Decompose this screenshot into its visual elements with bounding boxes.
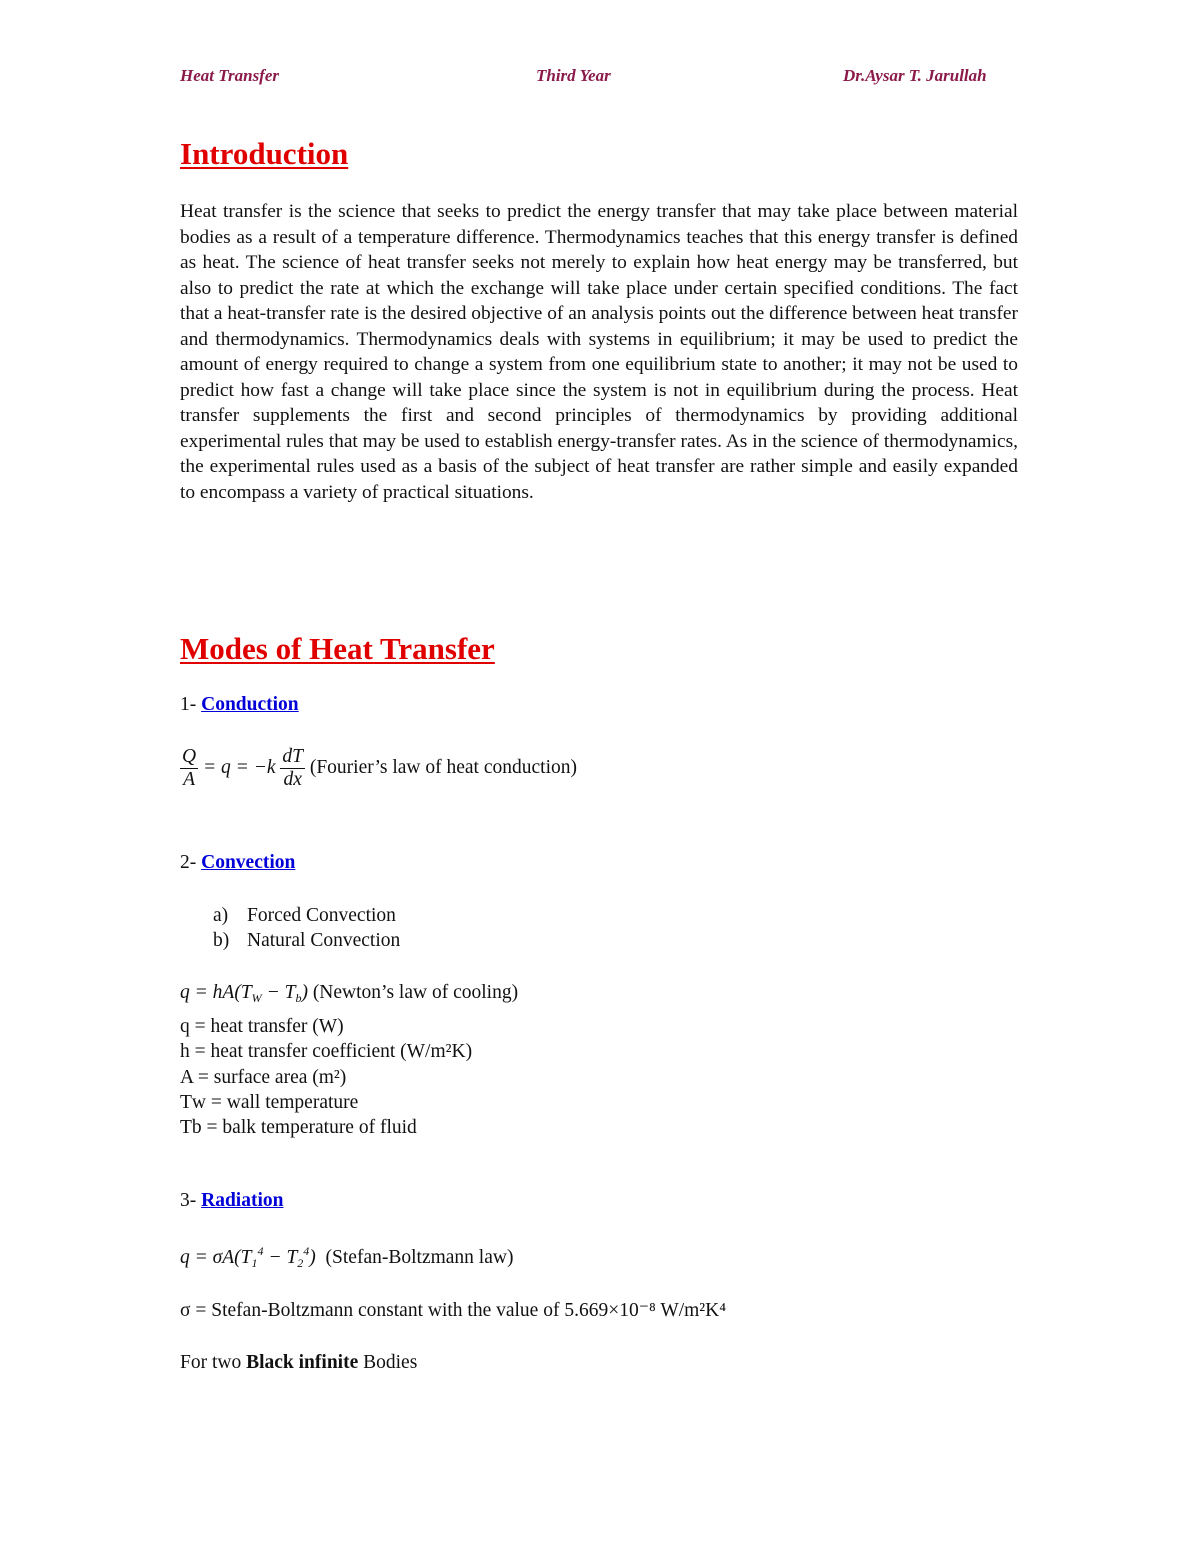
newton-expression: $q = hA(T_W - T_b)$ (180, 982, 308, 1005)
q-over-a-fraction: $\frac{Q}{A}$ (182, 746, 197, 790)
stefan-equation (180, 1244, 513, 1271)
modes-heading: Modes of Heat Transfer (180, 631, 495, 666)
newton-equation (180, 982, 518, 1006)
intro-paragraph-text: Heat transfer is the science that seeks to predict the energy transfer that may take place between material bodies as a result of a temperature difference. Thermodynamics teaches that this energy transfer is defined as heat. The science of heat transfer seeks not merely to explain how heat energy may be transferred, but also to predict the rate at which the exchange will take place under certain specified conditions. The fact that a heat-transfer rate is the desired objective of an analysis points out the difference between heat transfer and thermodynamics. Thermodynamics deals with systems in equilibrium; it may be used to predict the amount of energy required to change a system from one equilibrium state to another; it may not be used to predict how fast a change will take place since the system is not in equilibrium during the process. Heat transfer supplements the first and second principles of thermodynamics by providing additional experimental rules that may be used to establish energy-transfer rates. As in the science of thermodynamics, the experimental rules used as a basis of the subject of heat transfer are rather simple and easily expanded to encompass a variety of practical situations. (180, 201, 1018, 503)
definition-item: Tᴡ = wall temperature (180, 1091, 359, 1113)
convection-item (180, 852, 295, 874)
stefan-expression: $q = \sigma A(T_1^4 - T_2^4)$ (180, 1244, 316, 1270)
convection-types-list (213, 903, 400, 953)
list-item: b) Natural Convection (213, 930, 401, 951)
intro-heading: Introduction (180, 136, 349, 171)
header-author: Dr.Aysar T. Jarullah (843, 66, 987, 85)
header-course: Heat Transfer (180, 66, 280, 85)
conduction-item (180, 694, 299, 716)
definition-item: q = heat transfer (W) (180, 1016, 344, 1037)
conduction-number: 1- (180, 694, 197, 715)
radiation-item (180, 1190, 283, 1212)
radiation-link[interactable]: Radiation (201, 1190, 284, 1211)
page-header (0, 66, 1200, 90)
convection-link[interactable]: Convection (201, 852, 296, 873)
convection-definitions (180, 1014, 472, 1140)
convection-number: 2- (180, 852, 197, 873)
fourier-expression: = q = −k (202, 756, 276, 778)
black-bodies-text: For two Black infinite Bodies (180, 1352, 418, 1373)
stefan-law-label: (Stefan-Boltzmann law) (325, 1247, 514, 1268)
newton-law-label: (Newton’s law of cooling) (312, 982, 519, 1003)
definition-item: A = surface area (m²) (180, 1066, 347, 1088)
black-bodies-emphasis: Black infinite (246, 1352, 359, 1373)
intro-paragraph (180, 199, 1018, 505)
radiation-number: 3- (180, 1190, 197, 1211)
stefan-constant: σ = Stefan-Boltzmann constant with the value of 5.669×10⁻⁸ W/m²K⁴ (180, 1300, 727, 1321)
header-year: Third Year (536, 66, 611, 85)
list-item: a) Forced Convection (213, 905, 396, 926)
definition-item: Tb = balk temperature of fluid (180, 1117, 417, 1139)
conduction-link[interactable]: Conduction (201, 694, 299, 715)
fourier-law-label: (Fourier’s law of heat conduction) (309, 756, 577, 778)
dt-dx-fraction: $\frac{dT}{dx}$ (282, 746, 303, 790)
fourier-equation (180, 746, 577, 791)
definition-item: h = heat transfer coefficient (W/m²K) (180, 1041, 473, 1063)
